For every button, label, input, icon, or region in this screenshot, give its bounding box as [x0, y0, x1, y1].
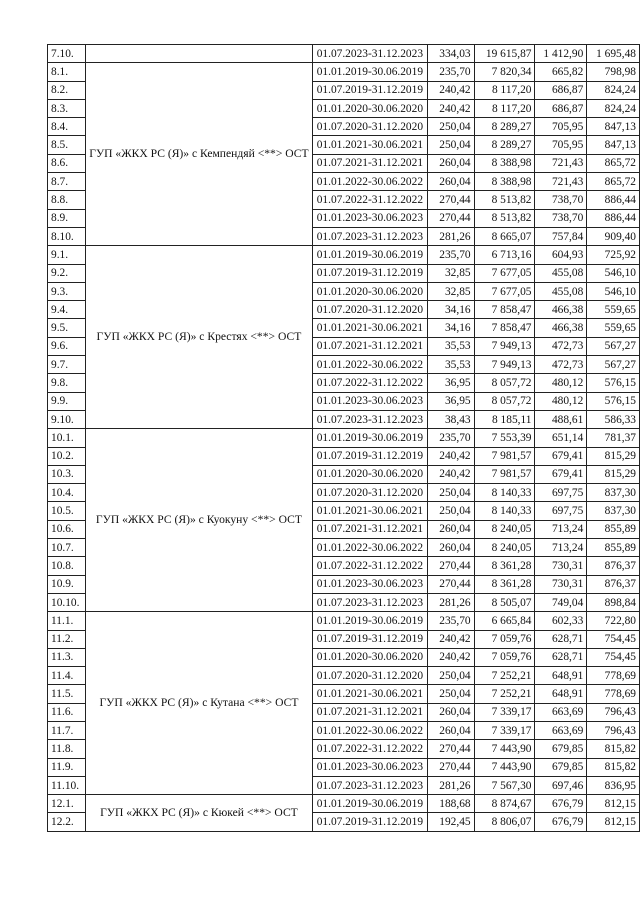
value-cell-3: 604,93 — [535, 246, 587, 264]
value-cell-1: 260,04 — [428, 721, 474, 739]
row-number: 7.10. — [48, 45, 86, 63]
value-cell-1: 260,04 — [428, 154, 474, 172]
period-cell: 01.01.2019-30.06.2019 — [312, 612, 428, 630]
period-cell: 01.01.2020-30.06.2020 — [312, 648, 428, 666]
value-cell-4: 837,30 — [587, 502, 640, 520]
period-cell: 01.01.2022-30.06.2022 — [312, 173, 428, 191]
value-cell-3: 697,46 — [535, 776, 587, 794]
value-cell-4: 778,69 — [587, 667, 640, 685]
value-cell-2: 8 057,72 — [474, 374, 535, 392]
value-cell-2: 8 057,72 — [474, 392, 535, 410]
period-cell: 01.07.2022-31.12.2022 — [312, 374, 428, 392]
period-cell: 01.07.2019-31.12.2019 — [312, 81, 428, 99]
period-cell: 01.07.2023-31.12.2023 — [312, 776, 428, 794]
value-cell-1: 35,53 — [428, 356, 474, 374]
value-cell-4: 798,98 — [587, 63, 640, 81]
period-cell: 01.07.2019-31.12.2019 — [312, 813, 428, 831]
organization-cell — [86, 45, 312, 63]
value-cell-4: 796,43 — [587, 721, 640, 739]
row-number: 9.4. — [48, 301, 86, 319]
value-cell-2: 8 240,05 — [474, 539, 535, 557]
value-cell-3: 749,04 — [535, 593, 587, 611]
value-cell-3: 651,14 — [535, 429, 587, 447]
value-cell-4: 812,15 — [587, 813, 640, 831]
row-number: 8.6. — [48, 154, 86, 172]
value-cell-2: 7 981,57 — [474, 447, 535, 465]
value-cell-3: 648,91 — [535, 667, 587, 685]
value-cell-2: 7 820,34 — [474, 63, 535, 81]
period-cell: 01.01.2021-30.06.2021 — [312, 502, 428, 520]
value-cell-4: 886,44 — [587, 191, 640, 209]
value-cell-1: 250,04 — [428, 502, 474, 520]
value-cell-1: 32,85 — [428, 264, 474, 282]
value-cell-3: 730,31 — [535, 557, 587, 575]
row-number: 10.1. — [48, 429, 86, 447]
row-number: 11.5. — [48, 685, 86, 703]
period-cell: 01.01.2019-30.06.2019 — [312, 795, 428, 813]
value-cell-1: 240,42 — [428, 99, 474, 117]
period-cell: 01.07.2019-31.12.2019 — [312, 630, 428, 648]
row-number: 11.8. — [48, 740, 86, 758]
row-number: 8.10. — [48, 227, 86, 245]
value-cell-3: 730,31 — [535, 575, 587, 593]
value-cell-2: 6 665,84 — [474, 612, 535, 630]
value-cell-2: 8 185,11 — [474, 410, 535, 428]
value-cell-1: 32,85 — [428, 282, 474, 300]
value-cell-3: 628,71 — [535, 648, 587, 666]
value-cell-1: 270,44 — [428, 575, 474, 593]
value-cell-4: 812,15 — [587, 795, 640, 813]
value-cell-3: 697,75 — [535, 502, 587, 520]
table-row — [48, 612, 640, 630]
row-number: 8.8. — [48, 191, 86, 209]
period-cell: 01.01.2022-30.06.2022 — [312, 539, 428, 557]
value-cell-3: 480,12 — [535, 374, 587, 392]
period-cell: 01.01.2023-30.06.2023 — [312, 575, 428, 593]
value-cell-2: 7 252,21 — [474, 667, 535, 685]
value-cell-3: 628,71 — [535, 630, 587, 648]
value-cell-3: 738,70 — [535, 191, 587, 209]
value-cell-1: 250,04 — [428, 136, 474, 154]
value-cell-1: 281,26 — [428, 776, 474, 794]
organization-cell: ГУП «ЖКХ РС (Я)» с Кюкей <**> ОСТ — [86, 795, 312, 832]
row-number: 10.10. — [48, 593, 86, 611]
period-cell: 01.07.2020-31.12.2020 — [312, 484, 428, 502]
value-cell-3: 721,43 — [535, 173, 587, 191]
value-cell-4: 778,69 — [587, 685, 640, 703]
row-number: 10.7. — [48, 539, 86, 557]
value-cell-4: 754,45 — [587, 630, 640, 648]
value-cell-1: 260,04 — [428, 703, 474, 721]
value-cell-1: 34,16 — [428, 301, 474, 319]
value-cell-4: 559,65 — [587, 301, 640, 319]
period-cell: 01.07.2021-31.12.2021 — [312, 154, 428, 172]
row-number: 8.9. — [48, 209, 86, 227]
value-cell-1: 35,53 — [428, 337, 474, 355]
value-cell-4: 815,29 — [587, 447, 640, 465]
value-cell-1: 240,42 — [428, 81, 474, 99]
value-cell-1: 270,44 — [428, 191, 474, 209]
value-cell-3: 713,24 — [535, 520, 587, 538]
value-cell-3: 466,38 — [535, 301, 587, 319]
value-cell-3: 663,69 — [535, 721, 587, 739]
value-cell-3: 757,84 — [535, 227, 587, 245]
value-cell-1: 270,44 — [428, 758, 474, 776]
period-cell: 01.01.2021-30.06.2021 — [312, 685, 428, 703]
period-cell: 01.07.2020-31.12.2020 — [312, 301, 428, 319]
value-cell-4: 865,72 — [587, 173, 640, 191]
period-cell: 01.01.2020-30.06.2020 — [312, 465, 428, 483]
value-cell-4: 824,24 — [587, 81, 640, 99]
row-number: 11.9. — [48, 758, 86, 776]
value-cell-2: 19 615,87 — [474, 45, 535, 63]
value-cell-3: 679,85 — [535, 758, 587, 776]
value-cell-2: 8 806,07 — [474, 813, 535, 831]
value-cell-4: 1 695,48 — [587, 45, 640, 63]
value-cell-3: 466,38 — [535, 319, 587, 337]
value-cell-3: 686,87 — [535, 99, 587, 117]
value-cell-2: 8 140,33 — [474, 502, 535, 520]
value-cell-3: 455,08 — [535, 264, 587, 282]
period-cell: 01.07.2023-31.12.2023 — [312, 410, 428, 428]
row-number: 8.5. — [48, 136, 86, 154]
organization-cell: ГУП «ЖКХ РС (Я)» с Кемпендяй <**> ОСТ — [86, 63, 312, 246]
value-cell-3: 488,61 — [535, 410, 587, 428]
value-cell-2: 7 858,47 — [474, 319, 535, 337]
table-row — [48, 429, 640, 447]
row-number: 8.4. — [48, 118, 86, 136]
table-body — [48, 45, 640, 832]
row-number: 11.4. — [48, 667, 86, 685]
row-number: 8.2. — [48, 81, 86, 99]
row-number: 11.6. — [48, 703, 86, 721]
value-cell-2: 8 361,28 — [474, 557, 535, 575]
value-cell-2: 7 059,76 — [474, 648, 535, 666]
value-cell-4: 898,84 — [587, 593, 640, 611]
value-cell-4: 855,89 — [587, 539, 640, 557]
value-cell-2: 8 117,20 — [474, 81, 535, 99]
value-cell-4: 815,29 — [587, 465, 640, 483]
period-cell: 01.07.2022-31.12.2022 — [312, 740, 428, 758]
value-cell-3: 705,95 — [535, 118, 587, 136]
row-number: 12.1. — [48, 795, 86, 813]
value-cell-2: 7 981,57 — [474, 465, 535, 483]
row-number: 10.5. — [48, 502, 86, 520]
value-cell-1: 250,04 — [428, 118, 474, 136]
organization-cell: ГУП «ЖКХ РС (Я)» с Крестях <**> ОСТ — [86, 246, 312, 429]
row-number: 11.2. — [48, 630, 86, 648]
value-cell-4: 725,92 — [587, 246, 640, 264]
value-cell-2: 8 665,07 — [474, 227, 535, 245]
value-cell-4: 722,80 — [587, 612, 640, 630]
value-cell-4: 865,72 — [587, 154, 640, 172]
value-cell-1: 281,26 — [428, 593, 474, 611]
value-cell-1: 36,95 — [428, 392, 474, 410]
period-cell: 01.01.2023-30.06.2023 — [312, 209, 428, 227]
value-cell-4: 847,13 — [587, 118, 640, 136]
period-cell: 01.07.2021-31.12.2021 — [312, 703, 428, 721]
value-cell-1: 281,26 — [428, 227, 474, 245]
row-number: 10.6. — [48, 520, 86, 538]
period-cell: 01.07.2023-31.12.2023 — [312, 45, 428, 63]
period-cell: 01.01.2021-30.06.2021 — [312, 136, 428, 154]
value-cell-2: 8 240,05 — [474, 520, 535, 538]
value-cell-3: 697,75 — [535, 484, 587, 502]
value-cell-4: 876,37 — [587, 575, 640, 593]
row-number: 10.3. — [48, 465, 86, 483]
value-cell-1: 188,68 — [428, 795, 474, 813]
value-cell-2: 7 443,90 — [474, 758, 535, 776]
value-cell-4: 546,10 — [587, 264, 640, 282]
period-cell: 01.01.2022-30.06.2022 — [312, 356, 428, 374]
row-number: 10.2. — [48, 447, 86, 465]
period-cell: 01.01.2019-30.06.2019 — [312, 63, 428, 81]
value-cell-4: 796,43 — [587, 703, 640, 721]
value-cell-4: 754,45 — [587, 648, 640, 666]
value-cell-3: 676,79 — [535, 813, 587, 831]
value-cell-2: 7 567,30 — [474, 776, 535, 794]
period-cell: 01.01.2020-30.06.2020 — [312, 282, 428, 300]
value-cell-4: 815,82 — [587, 758, 640, 776]
value-cell-1: 250,04 — [428, 685, 474, 703]
value-cell-4: 781,37 — [587, 429, 640, 447]
value-cell-1: 36,95 — [428, 374, 474, 392]
row-number: 10.4. — [48, 484, 86, 502]
value-cell-1: 235,70 — [428, 429, 474, 447]
row-number: 12.2. — [48, 813, 86, 831]
value-cell-4: 546,10 — [587, 282, 640, 300]
value-cell-3: 686,87 — [535, 81, 587, 99]
row-number: 9.3. — [48, 282, 86, 300]
value-cell-2: 8 388,98 — [474, 154, 535, 172]
value-cell-1: 235,70 — [428, 246, 474, 264]
row-number: 9.7. — [48, 356, 86, 374]
row-number: 9.8. — [48, 374, 86, 392]
value-cell-2: 7 252,21 — [474, 685, 535, 703]
value-cell-1: 240,42 — [428, 630, 474, 648]
row-number: 8.1. — [48, 63, 86, 81]
value-cell-1: 250,04 — [428, 667, 474, 685]
period-cell: 01.01.2022-30.06.2022 — [312, 721, 428, 739]
row-number: 11.3. — [48, 648, 86, 666]
value-cell-1: 260,04 — [428, 173, 474, 191]
period-cell: 01.01.2023-30.06.2023 — [312, 758, 428, 776]
value-cell-4: 837,30 — [587, 484, 640, 502]
value-cell-1: 260,04 — [428, 520, 474, 538]
value-cell-4: 567,27 — [587, 337, 640, 355]
value-cell-1: 260,04 — [428, 539, 474, 557]
value-cell-1: 192,45 — [428, 813, 474, 831]
value-cell-3: 721,43 — [535, 154, 587, 172]
value-cell-4: 586,33 — [587, 410, 640, 428]
value-cell-4: 886,44 — [587, 209, 640, 227]
value-cell-4: 855,89 — [587, 520, 640, 538]
row-number: 9.9. — [48, 392, 86, 410]
value-cell-3: 1 412,90 — [535, 45, 587, 63]
value-cell-1: 38,43 — [428, 410, 474, 428]
value-cell-2: 7 677,05 — [474, 264, 535, 282]
row-number: 9.2. — [48, 264, 86, 282]
value-cell-4: 876,37 — [587, 557, 640, 575]
value-cell-2: 7 677,05 — [474, 282, 535, 300]
period-cell: 01.01.2020-30.06.2020 — [312, 99, 428, 117]
row-number: 10.8. — [48, 557, 86, 575]
table-row — [48, 63, 640, 81]
value-cell-4: 576,15 — [587, 374, 640, 392]
row-number: 11.10. — [48, 776, 86, 794]
period-cell: 01.07.2019-31.12.2019 — [312, 447, 428, 465]
table-row — [48, 45, 640, 63]
value-cell-3: 602,33 — [535, 612, 587, 630]
row-number: 9.5. — [48, 319, 86, 337]
period-cell: 01.07.2023-31.12.2023 — [312, 593, 428, 611]
value-cell-1: 235,70 — [428, 612, 474, 630]
value-cell-1: 240,42 — [428, 465, 474, 483]
value-cell-4: 847,13 — [587, 136, 640, 154]
value-cell-1: 270,44 — [428, 557, 474, 575]
value-cell-2: 7 858,47 — [474, 301, 535, 319]
value-cell-4: 559,65 — [587, 319, 640, 337]
value-cell-2: 7 553,39 — [474, 429, 535, 447]
tariff-table — [47, 44, 640, 832]
value-cell-3: 663,69 — [535, 703, 587, 721]
period-cell: 01.01.2023-30.06.2023 — [312, 392, 428, 410]
value-cell-2: 8 505,07 — [474, 593, 535, 611]
period-cell: 01.01.2019-30.06.2019 — [312, 429, 428, 447]
row-number: 11.7. — [48, 721, 86, 739]
value-cell-2: 8 361,28 — [474, 575, 535, 593]
row-number: 9.6. — [48, 337, 86, 355]
row-number: 9.10. — [48, 410, 86, 428]
value-cell-1: 235,70 — [428, 63, 474, 81]
table-row — [48, 795, 640, 813]
value-cell-2: 8 117,20 — [474, 99, 535, 117]
value-cell-3: 713,24 — [535, 539, 587, 557]
value-cell-3: 679,41 — [535, 465, 587, 483]
value-cell-2: 7 949,13 — [474, 337, 535, 355]
value-cell-3: 472,73 — [535, 337, 587, 355]
value-cell-1: 34,16 — [428, 319, 474, 337]
value-cell-3: 472,73 — [535, 356, 587, 374]
organization-cell: ГУП «ЖКХ РС (Я)» с Кутана <**> ОСТ — [86, 612, 312, 795]
value-cell-4: 824,24 — [587, 99, 640, 117]
value-cell-2: 7 059,76 — [474, 630, 535, 648]
value-cell-2: 6 713,16 — [474, 246, 535, 264]
value-cell-3: 648,91 — [535, 685, 587, 703]
value-cell-2: 8 140,33 — [474, 484, 535, 502]
period-cell: 01.07.2022-31.12.2022 — [312, 557, 428, 575]
value-cell-2: 8 388,98 — [474, 173, 535, 191]
value-cell-2: 8 289,27 — [474, 136, 535, 154]
row-number: 8.7. — [48, 173, 86, 191]
value-cell-1: 334,03 — [428, 45, 474, 63]
value-cell-2: 8 513,82 — [474, 209, 535, 227]
value-cell-2: 7 339,17 — [474, 703, 535, 721]
value-cell-3: 705,95 — [535, 136, 587, 154]
period-cell: 01.01.2019-30.06.2019 — [312, 246, 428, 264]
row-number: 9.1. — [48, 246, 86, 264]
period-cell: 01.07.2023-31.12.2023 — [312, 227, 428, 245]
row-number: 11.1. — [48, 612, 86, 630]
value-cell-3: 455,08 — [535, 282, 587, 300]
value-cell-3: 679,41 — [535, 447, 587, 465]
period-cell: 01.01.2021-30.06.2021 — [312, 319, 428, 337]
period-cell: 01.07.2020-31.12.2020 — [312, 118, 428, 136]
value-cell-3: 738,70 — [535, 209, 587, 227]
row-number: 8.3. — [48, 99, 86, 117]
value-cell-3: 676,79 — [535, 795, 587, 813]
value-cell-4: 836,95 — [587, 776, 640, 794]
value-cell-3: 665,82 — [535, 63, 587, 81]
value-cell-2: 8 874,67 — [474, 795, 535, 813]
period-cell: 01.07.2021-31.12.2021 — [312, 337, 428, 355]
value-cell-2: 7 339,17 — [474, 721, 535, 739]
value-cell-1: 250,04 — [428, 484, 474, 502]
row-number: 10.9. — [48, 575, 86, 593]
period-cell: 01.07.2019-31.12.2019 — [312, 264, 428, 282]
value-cell-3: 679,85 — [535, 740, 587, 758]
value-cell-4: 815,82 — [587, 740, 640, 758]
period-cell: 01.07.2022-31.12.2022 — [312, 191, 428, 209]
value-cell-2: 7 443,90 — [474, 740, 535, 758]
value-cell-4: 567,27 — [587, 356, 640, 374]
value-cell-1: 270,44 — [428, 740, 474, 758]
value-cell-2: 8 289,27 — [474, 118, 535, 136]
value-cell-4: 909,40 — [587, 227, 640, 245]
period-cell: 01.07.2021-31.12.2021 — [312, 520, 428, 538]
organization-cell: ГУП «ЖКХ РС (Я)» с Куокуну <**> ОСТ — [86, 429, 312, 612]
value-cell-3: 480,12 — [535, 392, 587, 410]
value-cell-1: 270,44 — [428, 209, 474, 227]
value-cell-1: 240,42 — [428, 447, 474, 465]
value-cell-2: 8 513,82 — [474, 191, 535, 209]
value-cell-1: 240,42 — [428, 648, 474, 666]
period-cell: 01.07.2020-31.12.2020 — [312, 667, 428, 685]
value-cell-4: 576,15 — [587, 392, 640, 410]
table-row — [48, 246, 640, 264]
value-cell-2: 7 949,13 — [474, 356, 535, 374]
